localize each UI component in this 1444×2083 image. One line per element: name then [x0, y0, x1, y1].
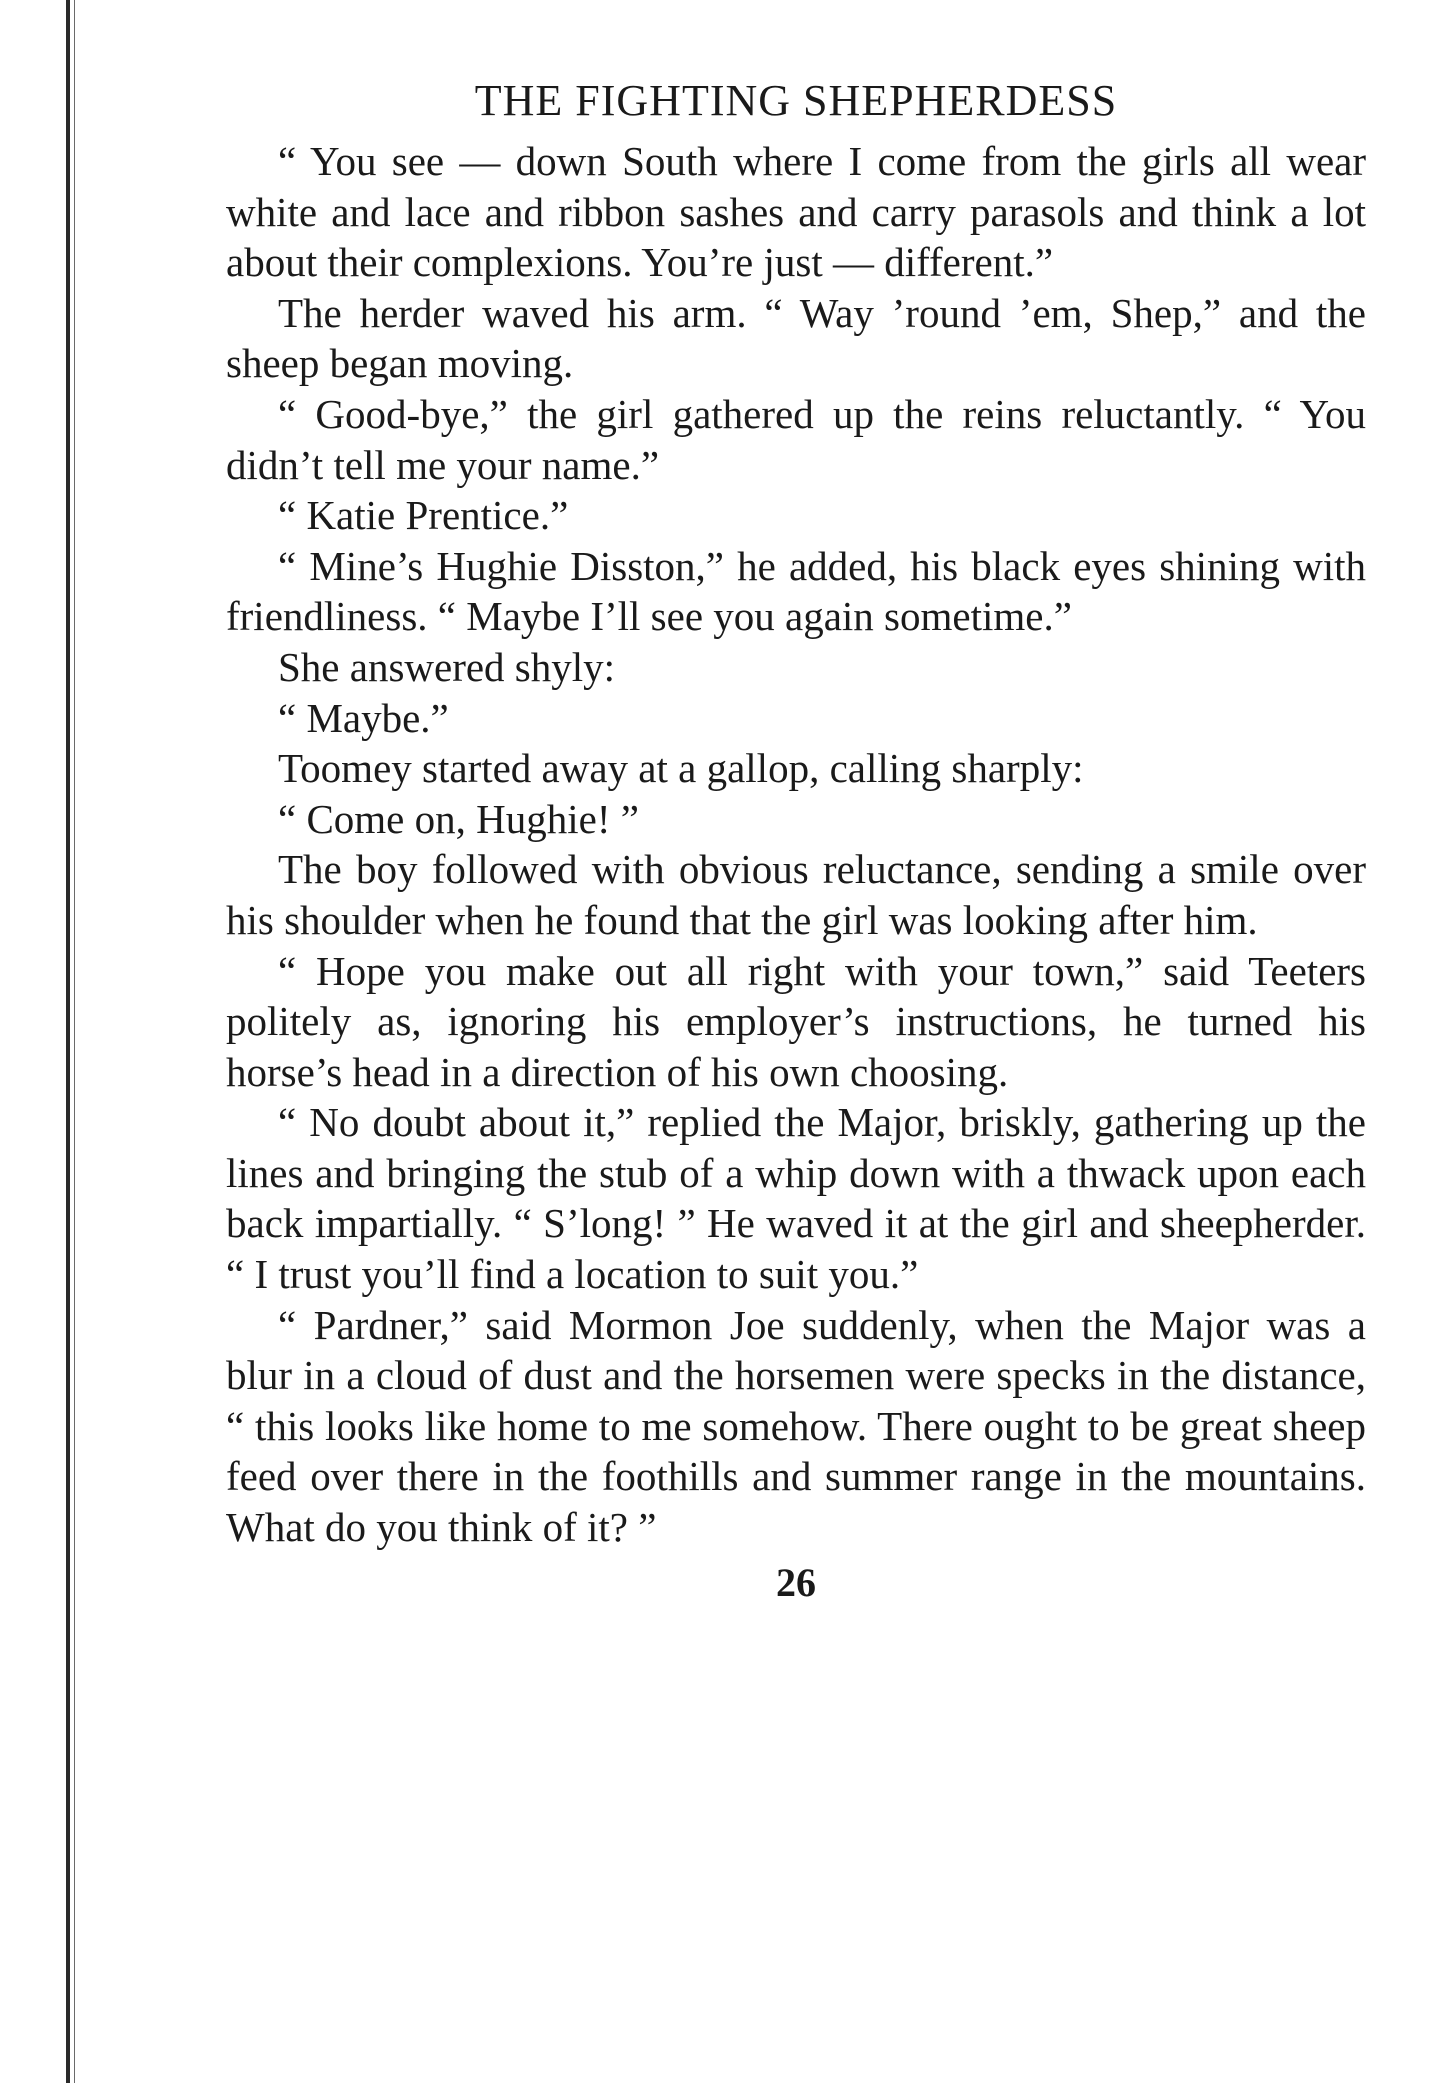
paragraph: The boy followed with obvious reluctance, sending a smile over his shoulder when he found that the girl was looking after him. [226, 846, 1366, 943]
paragraph: She answered shyly: [278, 643, 616, 690]
paragraph: “ Hope you make out all right with your town,” said Teeters politely as, ignoring his employer’s instructions, he turned his horse’s head in a direction of his own choosing. [226, 947, 1366, 1095]
binding-edge-line-thin [74, 0, 75, 2083]
paragraph: “ Maybe.” [278, 694, 449, 741]
paragraph: “ Katie Prentice.” [278, 492, 569, 539]
body-text [226, 136, 1366, 1553]
paragraph: “ No doubt about it,” replied the Major, briskly, gathering up the lines and bringing the stub of a whip down with a thwack upon each back impartially. “ S’long! ” He waved it at the girl and sheepherder. “ I trust you’ll find a location to suit you.” [226, 1099, 1366, 1298]
paragraph: Toomey started away at a gallop, calling sharply: [278, 745, 1084, 792]
book-page [226, 70, 1366, 1611]
paragraph: “ Pardner,” said Mormon Joe suddenly, when the Major was a blur in a cloud of dust and the horsemen were specks in the distance, “ this looks like home to me somehow. There ought to be great sheep feed over there in the foothills and summer range in the mountains. What do you think of it? ” [226, 1301, 1366, 1551]
paragraph: “ Mine’s Hughie Disston,” he added, his black eyes shining with friendliness. “ Maybe I’ll see you again sometime.” [226, 542, 1366, 640]
running-head: THE FIGHTING SHEPHERDESS [474, 76, 1118, 125]
paragraph: “ You see — down South where I come from the girls all wear white and lace and ribbon sashes and carry parasols and think a lot about their complexions. You’re just — different.” [226, 138, 1366, 286]
paragraph: “ Good-bye,” the girl gathered up the reins reluctantly. “ You didn’t tell me your name.” [226, 390, 1366, 488]
paragraph: “ Come on, Hughie! ” [278, 795, 639, 842]
binding-edge-line [66, 0, 70, 2083]
page-number: 26 [776, 1559, 816, 1605]
paragraph: The herder waved his arm. “ Way ’round ’em, Shep,” and the sheep began moving. [226, 289, 1366, 387]
